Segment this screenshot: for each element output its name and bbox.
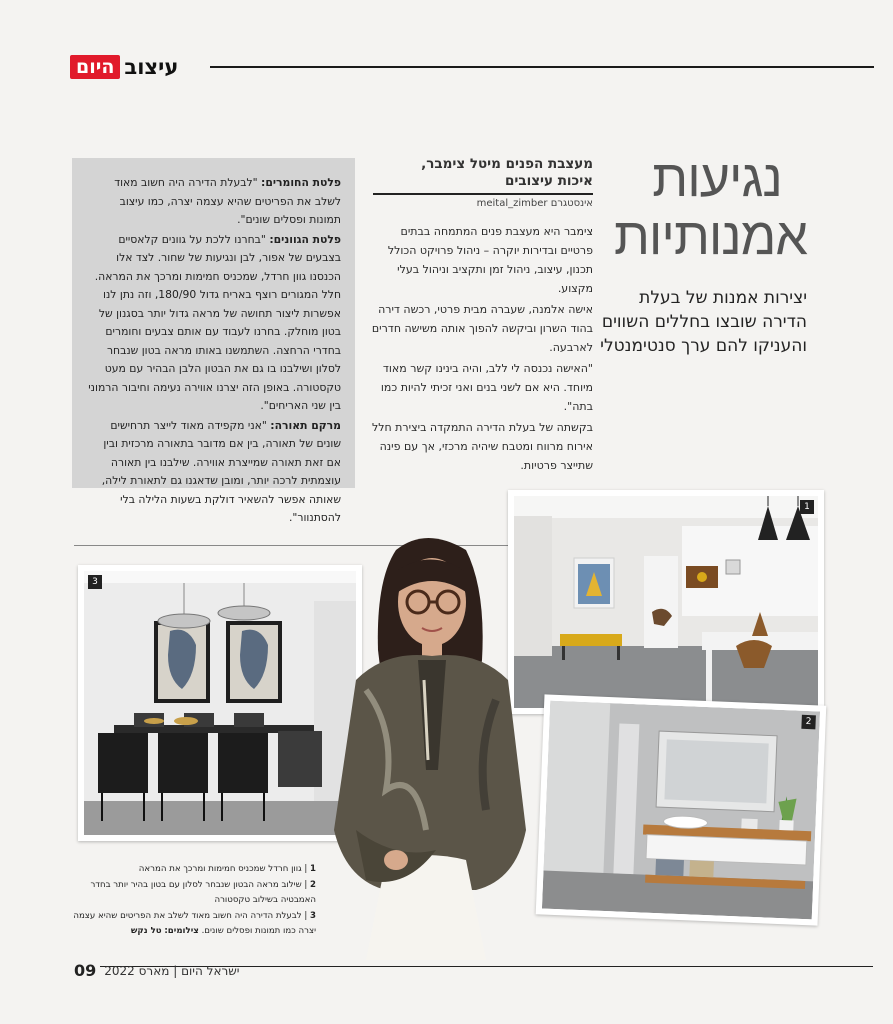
photo-number-badge: 1 [800,500,814,514]
photo-kitchen-image [514,496,818,708]
section-logo [70,52,178,82]
photo-dining-image [84,571,356,835]
instagram-handle: meital_zimber [476,197,548,209]
byline-title-2: איכות עיצובים [504,173,593,189]
caption-3: 3 | לבעלת הדירה היה חשוב מאוד לשלב את הפריטים שהיא עצמה יצרה כמו תמונות ופסלים שונים. צילומים: טל נקש [73,911,316,936]
article-headline [614,149,807,267]
section-header [70,50,874,84]
bathroom-illustration [542,701,820,920]
caption-2-text: שילוב מראה הבטון שנבחר לסלון עם בטון בהיר יותר בחדר האמבטיה בשילוב טקסטורה [90,880,316,905]
kitchen-illustration [514,496,818,708]
logo-word-today: היום [70,55,120,79]
article-deck: יצירות אמנות של בעלת הדירה שובצו בחללים השווים והעניקו להם ערך סנטימנטלי [600,288,807,356]
body-paragraph-2: אישה אלמנה, שעברה מבית פרטי, רכשה דירה בהוד השרון וביקשה להפוך אותה משישה חדרים לארבעה. [371,303,593,354]
caption-1: 1 | גוון חרדל שמכניס חמימות ומרכך את המראה [138,864,316,874]
caption-1-number: 1 [310,864,316,874]
photo-credit-name: טל נקש [130,926,162,936]
info-box [72,158,355,524]
designer-portrait-illustration [326,530,536,960]
info-colors-text: "בחרנו ללכת על גוונים קלאסיים בצבעים של אפור, לבן ונגיעות של שחור. לצד אלו הכנסנו גוון חרדל, שמכניס חמימות ומרכך את המראה. חלל המגורים רוצף באריח גדול 180/90, וזה נתן לנו אפשרות ליצור תחושה של מראה גדול יותר בסגנון של בטון מוחלק. בחרנו לעבוד עם אותם צבעים וחומרים בחדרי הרחצה. השתמשנו באותו מראה בטון שנבחר לסלון ושילבנו בו גם את הבטון הלבן הבהיר עם מעט טקסטורה. באופן הזה יצרנו אווירה נעימה וחיבור הרמוני בין שני האריחים". [88,232,341,412]
article-body [371,222,593,477]
info-lighting-title: מרקם תאורה: [270,418,341,432]
footer-meta [104,964,239,978]
info-lighting [86,417,341,528]
photo-bathroom [536,694,827,925]
header-rule [210,66,874,68]
body-paragraph-3: "האישה נכנסה לי ללב, והיה בינינו קשר מאוד מיוחד. היא אם לשני בנים ואני זכיתי להיות כמו בתה". [380,362,593,413]
byline-rule [373,193,593,195]
headline-line-2: אמנותיות [614,207,807,267]
logo-word-design: עיצוב [124,55,179,79]
photo-credit-label: צילומים: [164,926,199,936]
body-paragraph-4: בקשתה של בעלת הדירה התמקדה ביצירת חלל אירוח מרווח ומטבח שיהיה מרכזי, אך עם פינה שתייצר פרטיות. [372,421,593,472]
photo-dining [78,565,362,841]
caption-3-number: 3 [310,911,316,921]
info-materials-title: פלטת החומרים: [261,176,341,189]
info-materials-text: "לבעלת הדירה היה חשוב מאוד לשלב את הפריטים שהיא עצמה יצרה, כמו עיצוב תמונות ופסלים שונים". [114,176,341,226]
info-materials [86,174,341,230]
byline-instagram [373,198,593,209]
byline [373,156,593,209]
byline-title-1: מעצבת הפנים מיטל צימבר, [421,156,593,172]
photo-number-badge: 3 [88,575,102,589]
caption-3-text: לבעלת הדירה היה חשוב מאוד לשלב את הפריטים שהיא עצמה יצרה כמו תמונות ופסלים שונים. [73,911,316,936]
headline-line-1: נגיעות [652,149,782,209]
dining-illustration [84,571,356,835]
page-footer [74,961,239,980]
footer-separator: | [173,963,178,978]
info-colors-title: פלטת הגוונים: [269,232,341,246]
caption-2: 2 | שילוב מראה הבטון שנבחר לסלון עם בטון בהיר יותר בחדר האמבטיה בשילוב טקסטורה [90,880,316,905]
caption-1-text: גוון חרדל שמכניס חמימות ומרכך את המראה [138,864,302,874]
photo-captions [72,862,316,940]
photo-number-badge: 2 [801,715,816,730]
page-number: 09 [74,961,97,980]
footer-date: מארס 2022 [104,963,170,978]
body-paragraph-1: צימבר היא מעצבת פנים המתמחה בבתים פרטיים ובדירות יוקרה – ניהול פרויקט הכולל תכנון, עיצוב, ניהול זמן ותקציב וניהול בעלי מקצוע. [387,225,593,295]
footer-publication: ישראל היום [181,963,240,978]
caption-2-number: 2 [310,880,316,890]
instagram-label: אינסטגרם [550,197,593,209]
photo-bathroom-image [542,701,820,920]
designer-portrait [326,530,536,960]
photo-kitchen [508,490,824,714]
info-lighting-text: "אני מקפידה מאוד לייצר תרחישים שונים של תאורה, בין אם מדובר בתאורה מרכזית ובין אם זאת תאורה שמייצרת אווירה. שילבנו בין תאורה עוצמתית לרכה יותר, ומובן שדאגנו גם לתאורת לילה, שאותה אפשר להשאיר דולקת בשעות הלילה בלי להסתנוור". [101,418,341,524]
info-colors [86,231,341,416]
